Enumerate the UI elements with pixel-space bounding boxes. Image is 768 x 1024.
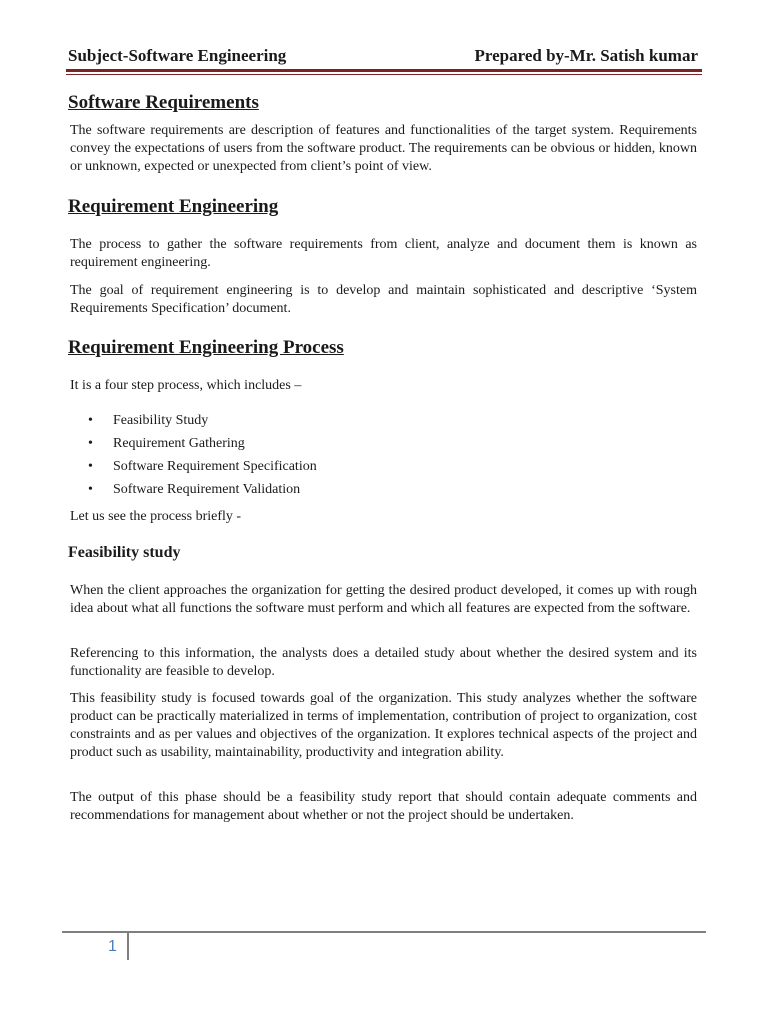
- process-steps-list: [88, 412, 317, 504]
- header-prepared-by: Prepared by-Mr. Satish kumar: [474, 46, 698, 65]
- para-re-goal: The goal of requirement engineering is to develop and maintain sophisticated and descriptive ‘System Requirements Specification’ document.: [70, 283, 697, 316]
- list-item: • Feasibility Study: [88, 413, 209, 428]
- bullet-icon: •: [88, 482, 93, 497]
- para-software-requirements: The software requirements are description of features and functionalities of the target system. Requirements convey the expectations of users from the software product. The requirements can be obvious or hidden, known or unknown, expected or unexpected from client’s point of view.: [70, 123, 697, 174]
- footer-rule: [62, 931, 706, 933]
- header-rule-thick: [66, 69, 702, 72]
- list-item: • Software Requirement Specification: [88, 459, 317, 474]
- heading-software-requirements: Software Requirements: [68, 92, 259, 113]
- bullet-icon: •: [88, 459, 93, 474]
- list-item: • Requirement Gathering: [88, 436, 245, 451]
- heading-requirement-engineering: Requirement Engineering: [68, 196, 279, 217]
- para-feasibility-1: When the client approaches the organization for getting the desired product developed, it comes up with rough idea about what all functions the software must perform and which all features are expected from the software.: [70, 583, 697, 616]
- bullet-icon: •: [88, 413, 93, 428]
- bullet-icon: •: [88, 436, 93, 451]
- footer-divider: [127, 933, 129, 960]
- header-rule-thin: [66, 74, 702, 75]
- list-item: • Software Requirement Validation: [88, 482, 301, 497]
- para-re-definition: The process to gather the software requirements from client, analyze and document them is known as requirement engineering.: [70, 237, 697, 270]
- page-header: [68, 46, 700, 68]
- page-number: 1: [108, 938, 117, 955]
- para-re-process-intro: It is a four step process, which includes –: [70, 378, 302, 393]
- para-feasibility-4: The output of this phase should be a feasibility study report that should contain adequate comments and recommendations for management about whether or not the project should be undertaken.: [70, 790, 697, 823]
- header-subject: Subject-Software Engineering: [68, 46, 287, 65]
- heading-re-process: Requirement Engineering Process: [68, 337, 344, 358]
- para-feasibility-2: Referencing to this information, the analysts does a detailed study about whether the desired system and its functionality are feasible to develop.: [70, 646, 697, 679]
- para-re-process-outro: Let us see the process briefly -: [70, 509, 242, 524]
- para-feasibility-3: This feasibility study is focused towards goal of the organization. This study analyzes whether the software product can be practically materialized in terms of implementation, contribution of project to organization, cost constraints and as per values and objectives of the organization. It explores technical aspects of the project and product such as usability, maintainability, productivity and integration ability.: [70, 691, 697, 760]
- heading-feasibility-study: Feasibility study: [68, 544, 181, 561]
